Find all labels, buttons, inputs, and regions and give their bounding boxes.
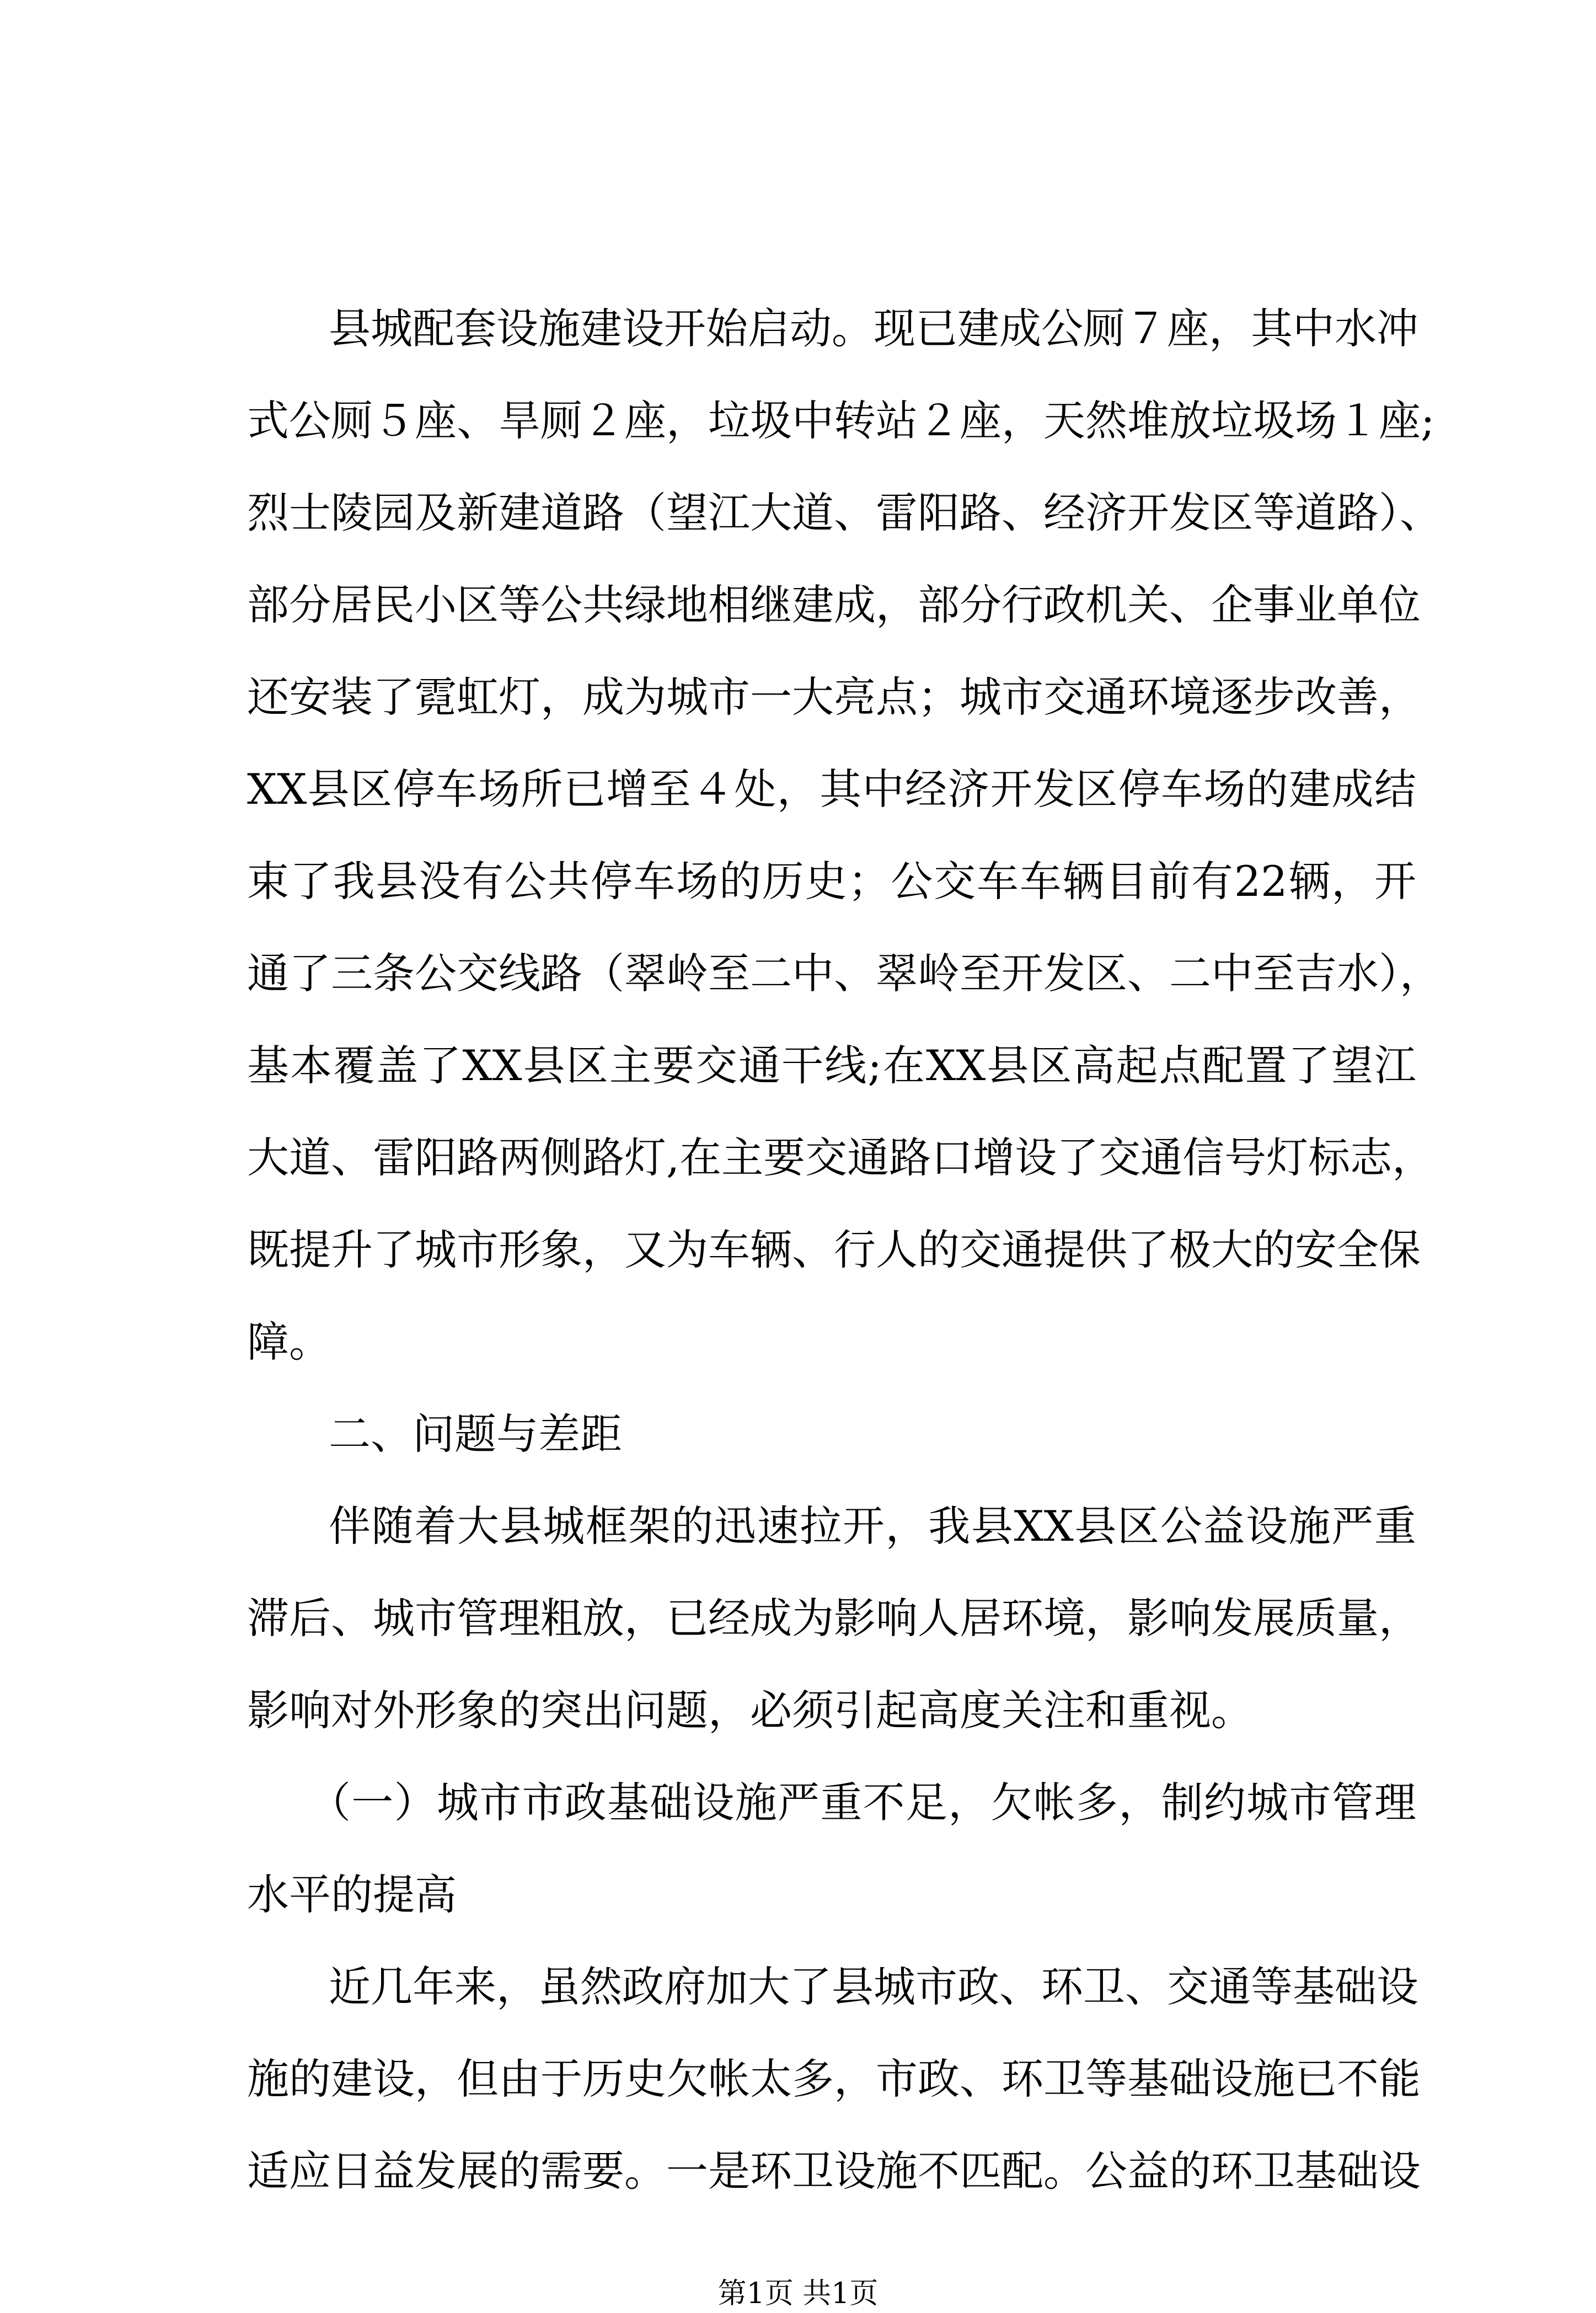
paragraph-line: 通了三条公交线路（翠岭至二中、翠岭至开发区、二中至吉水）， bbox=[247, 949, 1442, 998]
subsection-heading: 水平的提高 bbox=[247, 1870, 457, 1919]
paragraph-line: 部分居民小区等公共绿地相继建成，部分行政机关、企事业单位 bbox=[247, 580, 1421, 629]
paragraph-line: 障。 bbox=[247, 1317, 331, 1366]
paragraph-line: 滞后、城市管理粗放，已经成为影响人居环境，影响发展质量， bbox=[247, 1594, 1421, 1643]
paragraph-line: 既提升了城市形象，又为车辆、行人的交通提供了极大的安全保 bbox=[247, 1225, 1421, 1274]
paragraph-line: XX县区停车场所已增至４处，其中经济开发区停车场的建成结 bbox=[247, 765, 1416, 814]
paragraph-line: 束了我县没有公共停车场的历史；公交车车辆目前有22辆，开 bbox=[247, 857, 1416, 906]
paragraph-line: 县城配套设施建设开始启动。现已建成公厕７座，其中水冲 bbox=[329, 304, 1418, 353]
paragraph-line: 适应日益发展的需要。一是环卫设施不匹配。公益的环卫基础设 bbox=[247, 2146, 1421, 2196]
paragraph-line: 近几年来，虽然政府加大了县城市政、环卫、交通等基础设 bbox=[329, 1962, 1418, 2011]
subsection-heading: （一）城市市政基础设施严重不足，欠帐多，制约城市管理 bbox=[309, 1778, 1416, 1827]
paragraph-line: 影响对外形象的突出问题，必须引起高度关注和重视。 bbox=[247, 1686, 1253, 1735]
paragraph-line: 施的建设，但由于历史欠帐太多，市政、环卫等基础设施已不能 bbox=[247, 2054, 1421, 2103]
paragraph-line: 伴随着大县城框架的迅速拉开，我县XX县区公益设施严重 bbox=[329, 1502, 1416, 1551]
paragraph-line: 大道、雷阳路两侧路灯,在主要交通路口增设了交通信号灯标志， bbox=[247, 1133, 1434, 1182]
paragraph-line: 还安装了霓虹灯，成为城市一大亮点；城市交通环境逐步改善， bbox=[247, 672, 1421, 722]
paragraph-line: 基本覆盖了XX县区主要交通干线;在XX县区高起点配置了望江 bbox=[247, 1041, 1416, 1090]
section-heading: 二、问题与差距 bbox=[329, 1409, 622, 1459]
paragraph-line: 式公厕５座、旱厕２座，垃圾中转站２座，天然堆放垃圾场１座; bbox=[247, 396, 1435, 445]
paragraph-line: 烈士陵园及新建道路（望江大道、雷阳路、经济开发区等道路）、 bbox=[247, 488, 1442, 537]
page-footer: 第1页 共1页 bbox=[717, 2277, 879, 2310]
